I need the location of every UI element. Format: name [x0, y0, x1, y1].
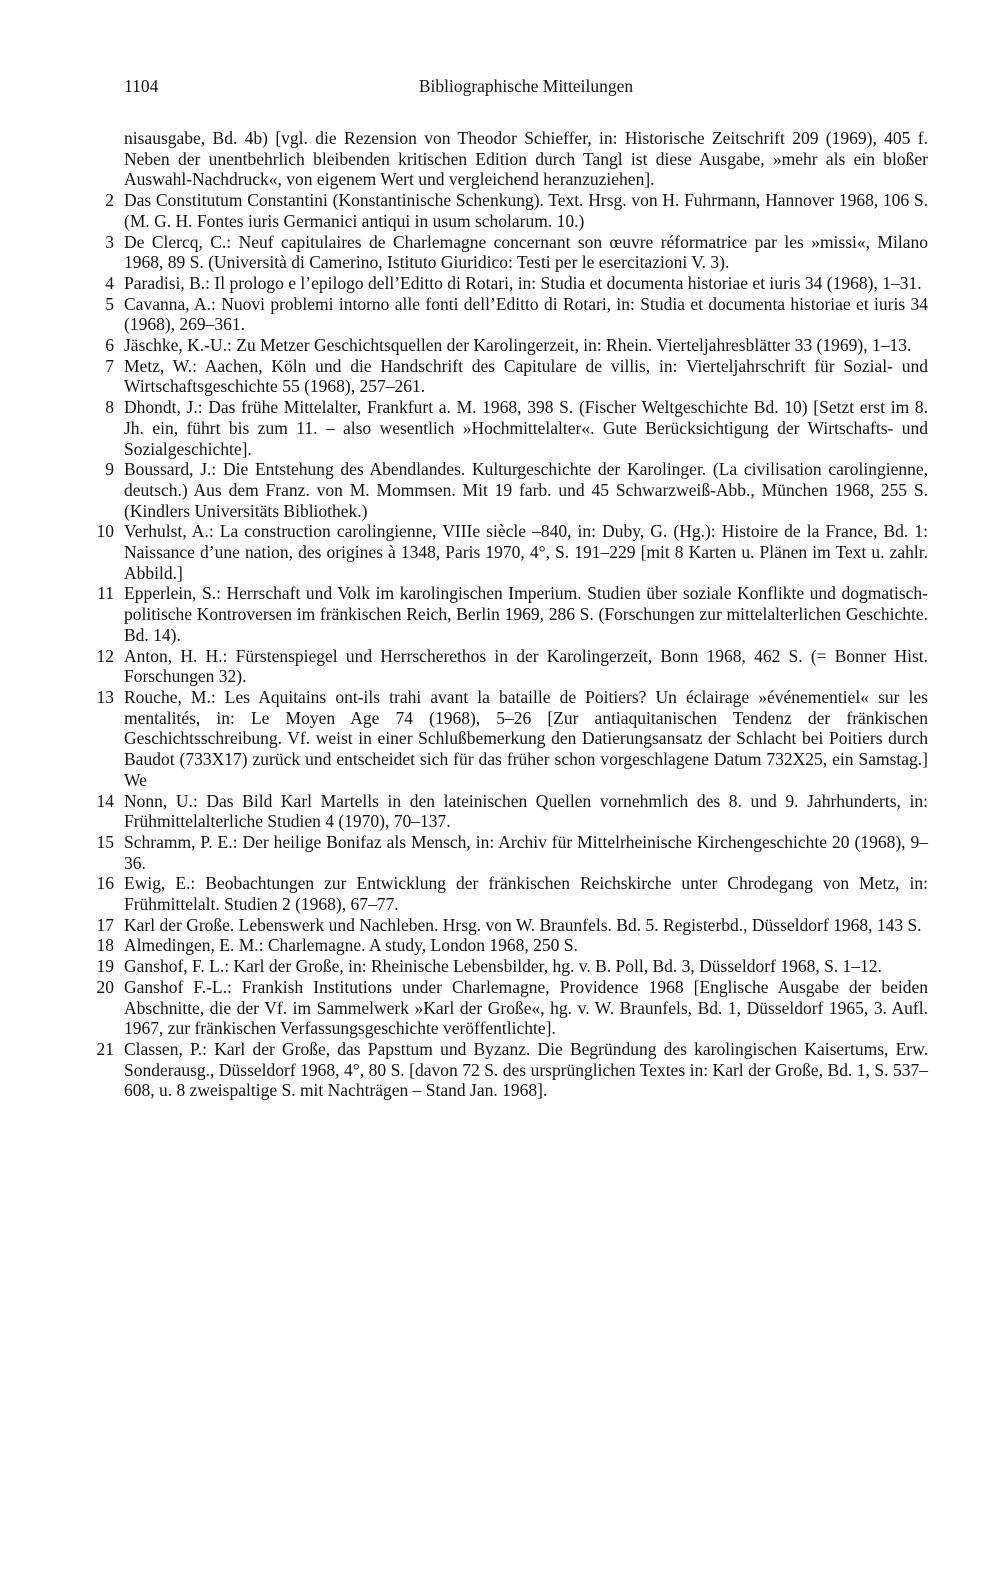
entry-text: Jäschke, K.-U.: Zu Metzer Geschichtsquellen der Karolingerzeit, in: Rhein. Vierteljahresblätter 33 (1969), 1–13.	[124, 335, 912, 356]
entry-number: 4	[105, 272, 114, 293]
entry-number: 15	[96, 831, 114, 852]
entry-text: Almedingen, E. M.: Charlemagne. A study, London 1968, 250 S.	[124, 935, 578, 956]
entry-text: Classen, P.: Karl der Große, das Papsttum und Byzanz. Die Begründung des karolingischen Kaisertums, Erw. Sonderausg., Düsseldorf 1968, 4°, 80 S. [davon 72 S. des ursprünglichen Textes in: Karl der Große, Bd. 1, S. 537–608, u. 8 zweispaltige S. mit Nachträgen – Stand Jan. 1968].	[124, 1038, 928, 1101]
entries	[96, 190, 928, 1101]
bibliography-entry	[96, 1038, 928, 1101]
bibliography-entry	[105, 459, 928, 521]
continuation-paragraph: nisausgabe, Bd. 4b) [vgl. die Rezension von Theodor Schieffer, in: Historische Zeitschrift 209 (1969), 405 f. Neben der unentbehrlich bleibenden kritischen Edition durch Tangl ist diese Ausgabe, »mehr als ein bloßer Auswahl-Nachdruck«, von eigenem Wert und vergleichend heranzuziehen].	[124, 128, 928, 190]
bibliography-entry	[96, 976, 928, 1039]
bibliography-entry	[105, 293, 928, 335]
bibliography-entry	[96, 645, 928, 687]
bibliography-entry	[105, 231, 928, 273]
bibliography-entry	[105, 355, 928, 397]
entry-text: Ewig, E.: Beobachtungen zur Entwicklung der fränkischen Reichskirche unter Chrodegang von Metz, in: Frühmittelalt. Studien 2 (1968), 67–77.	[124, 873, 928, 915]
running-title: Bibliographische Mitteilungen	[418, 76, 634, 96]
entry-text: Rouche, M.: Les Aquitains ont-ils trahi avant la bataille de Poitiers? Un éclairage »événementiel« sur les mentalités, in: Le Moyen Age 74 (1968), 5–26 [Zur antiaquitanischen Tendenz der fränkischen Geschichtsschreibung. Vf. weist in einer Schlußbemerkung den Datierungsansatz der Schlacht bei Poitiers durch Baudot (733X17) zurück und entscheidet sich für das früher schon vorgeschlagene Datum 732X25, ein Samstag.] We	[124, 686, 928, 790]
bibliography-entry	[96, 914, 928, 936]
entry-number: 9	[105, 459, 114, 480]
bibliography-entry	[96, 935, 928, 956]
page-header	[124, 76, 928, 102]
entry-text: De Clercq, C.: Neuf capitulaires de Charlemagne concernant son œuvre réformatrice par les »missi«, Milano 1968, 89 S. (Università di Camerino, Istituto Giuridico: Testi per le esercitazioni V. 3).	[124, 231, 928, 273]
entry-text: Verhulst, A.: La construction carolingienne, VIIIe siècle –840, in: Duby, G. (Hg.): Histoire de la France, Bd. 1: Naissance d’une nation, des origines à 1348, Paris 1970, 4°, S. 191–229 [mit 8 Karten u. Plänen im Text u. zahlr. Abbild.]	[124, 521, 928, 583]
bibliography-entry	[96, 873, 928, 915]
entry-text: Dhondt, J.: Das frühe Mittelalter, Frankfurt a. M. 1968, 398 S. (Fischer Weltgeschichte Bd. 10) [Setzt erst im 8. Jh. ein, führt bis zum 11. – also wesentlich »Hochmittelalter«. Gute Berücksichtigung der Wirtschafts- und Sozialgeschichte].	[124, 397, 928, 459]
entry-text: Anton, H. H.: Fürstenspiegel und Herrscherethos in der Karolingerzeit, Bonn 1968, 462 S. (= Bonner Hist. Forschungen 32).	[124, 645, 928, 687]
bibliography-entry	[105, 397, 928, 459]
entry-text: Schramm, P. E.: Der heilige Bonifaz als Mensch, in: Archiv für Mittelrheinische Kirchengeschichte 20 (1968), 9–36.	[124, 831, 928, 873]
page-number: 1104	[124, 76, 159, 96]
bibliography-entry	[96, 521, 928, 583]
entry-text: Cavanna, A.: Nuovi problemi intorno alle fonti dell’Editto di Rotari, in: Studia et documenta historiae et iuris 34 (1968), 269–361.	[124, 293, 928, 335]
bibliography-entry	[96, 956, 928, 977]
entry-text: Das Constitutum Constantini (Konstantinische Schenkung). Text. Hrsg. von H. Fuhrmann, Hannover 1968, 106 S. (M. G. H. Fontes iuris Germanici antiqui in usum scholarum. 10.)	[124, 190, 928, 231]
entry-number: 19	[96, 956, 114, 977]
entry-text: Epperlein, S.: Herrschaft und Volk im karolingischen Imperium. Studien über soziale Konflikte und dogmatisch-politische Kontroversen im fränkischen Reich, Berlin 1969, 286 S. (Forschungen zur mittelalterlichen Geschichte. Bd. 14).	[124, 583, 928, 645]
entry-text: Nonn, U.: Das Bild Karl Martells in den lateinischen Quellen vornehmlich des 8. und 9. Jahrhunderts, in: Frühmittelalterliche Studien 4 (1970), 70–137.	[124, 790, 928, 832]
entry-text: Ganshof, F. L.: Karl der Große, in: Rheinische Lebensbilder, hg. v. B. Poll, Bd. 3, Düsseldorf 1968, S. 1–12.	[124, 956, 882, 977]
entry-text: Ganshof F.-L.: Frankish Institutions under Charlemagne, Providence 1968 [Englische Ausgabe der beiden Abschnitte, die der Vf. im Sammelwerk »Karl der Große«, hg. v. W. Braunfels, Bd. 1, Düsseldorf 1965, 3. Aufl. 1967, zur fränkischen Verfassungsgeschichte veröffentlichte].	[124, 976, 928, 1039]
bibliography-entry	[96, 831, 928, 873]
bibliography-entry	[96, 686, 928, 791]
entry-number: 2	[105, 190, 114, 211]
entry-number: 14	[96, 790, 114, 811]
entry-number: 18	[96, 935, 114, 956]
entry-text: Boussard, J.: Die Entstehung des Abendlandes. Kulturgeschichte der Karolinger. (La civilisation carolingienne, deutsch.) Aus dem Franz. von M. Mommsen. Mit 19 farb. und 45 Schwarzweiß-Abb., München 1968, 255 S. (Kindlers Universitäts Bibliothek.)	[124, 459, 928, 521]
entry-text: Metz, W.: Aachen, Köln und die Handschrift des Capitulare de villis, in: Vierteljahrschrift für Sozial- und Wirtschaftsgeschichte 55 (1968), 257–261.	[124, 355, 928, 397]
bibliography-entry	[97, 583, 928, 645]
entry-number: 11	[97, 583, 114, 604]
entry-number: 16	[96, 873, 114, 894]
entry-number: 20	[96, 976, 114, 997]
bibliography-entry	[96, 790, 928, 832]
entry-number: 10	[96, 521, 114, 542]
bibliography-entry	[105, 190, 928, 231]
entry-number: 5	[105, 293, 114, 314]
entry-number: 8	[105, 397, 114, 418]
entry-text: Paradisi, B.: Il prologo e l’epilogo dell’Editto di Rotari, in: Studia et documenta historiae et iuris 34 (1968), 1–31.	[124, 272, 922, 293]
entry-number: 21	[96, 1038, 114, 1059]
entry-number: 7	[105, 355, 114, 376]
entry-number: 17	[96, 914, 114, 935]
entry-number: 3	[105, 231, 114, 252]
bibliography-entry	[105, 272, 928, 294]
bibliography-list	[96, 128, 928, 1101]
bibliography-entry	[105, 335, 928, 356]
entry-number: 13	[96, 686, 114, 707]
entry-number: 6	[105, 335, 114, 356]
entry-number: 12	[96, 645, 114, 666]
entry-text: Karl der Große. Lebenswerk und Nachleben. Hrsg. von W. Braunfels. Bd. 5. Registerbd., Düsseldorf 1968, 143 S.	[124, 914, 922, 935]
